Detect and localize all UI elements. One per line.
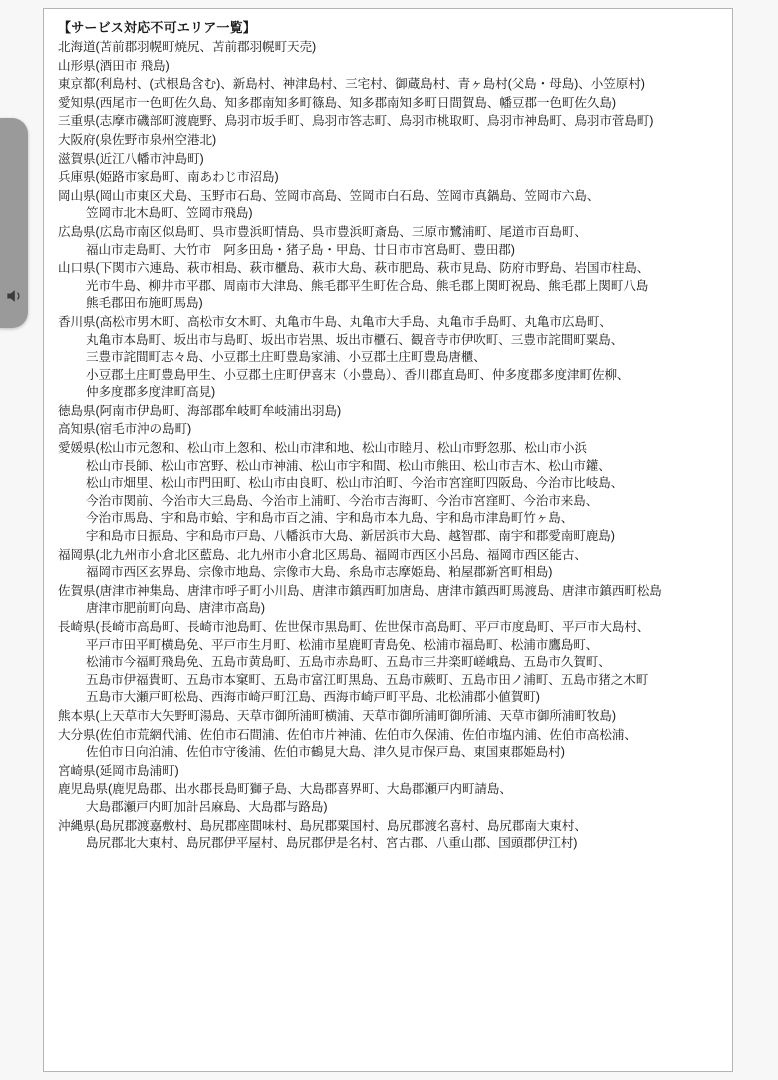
area-entry-prefecture: 大分県(佐伯市荒網代浦、佐伯市石間浦、佐伯市片神浦、佐伯市久保浦、佐伯市塩内浦、佐伯市高松浦、 <box>58 727 637 742</box>
area-entry-prefecture: 山口県(下関市六連島、萩市相島、萩市櫃島、萩市大島、萩市肥島、萩市見島、防府市野島、岩国市柱島、 <box>58 261 650 276</box>
area-list <box>58 41 720 850</box>
area-entry <box>58 134 720 147</box>
area-entry-prefecture: 岡山県(岡山市東区犬島、玉野市石島、笠岡市高島、笠岡市白石島、笠岡市真鍋島、笠岡市六島、 <box>58 188 600 203</box>
area-entry <box>58 153 720 166</box>
area-entry <box>58 585 720 615</box>
area-entry-prefecture: 沖縄県(島尻郡渡嘉敷村、島尻郡座間味村、島尻郡粟国村、島尻郡渡名喜村、島尻郡南大東村、 <box>58 818 587 833</box>
document-sheet <box>43 8 733 1072</box>
area-entry-continuation: 笠岡市北木島町、笠岡市飛島) <box>86 206 253 221</box>
area-entry-continuation: 丸亀市本島町、坂出市与島町、坂出市岩黒、坂出市櫃石、観音寺市伊吹町、三豊市詫間町粟島、 <box>86 332 624 347</box>
area-entry <box>58 190 720 220</box>
area-entry <box>58 442 720 543</box>
area-entry <box>58 783 720 813</box>
area-entry-prefecture: 兵庫県(姫路市家島町、南あわじ市沼島) <box>58 170 279 185</box>
area-entry-continuation: 光市牛島、柳井市平郡、周南市大津島、熊毛郡平生町佐合島、熊毛郡上関町祝島、熊毛郡上関町八島 <box>86 278 649 293</box>
area-entry <box>58 226 720 256</box>
area-entry <box>58 262 720 310</box>
area-entry-continuation: 小豆郡土庄町豊島甲生、小豆郡土庄町伊喜末（小豊島）、香川郡直島町、仲多度郡多度津町佐柳、 <box>86 367 630 382</box>
area-entry-prefecture: 東京都(利島村、(式根島含む)、新島村、神津島村、三宅村、御蔵島村、青ヶ島村(父島・母島)、小笠原村) <box>58 77 645 92</box>
area-entry-continuation: 今治市関前、今治市大三島島、今治市上浦町、今治市吉海町、今治市宮窪町、今治市来島、 <box>86 493 599 508</box>
area-entry-continuation: 松浦市今福町飛島免、五島市黄島町、五島市赤島町、五島市三井楽町嵯峨島、五島市久賀町、 <box>86 655 611 670</box>
area-entry-prefecture: 香川県(高松市男木町、高松市女木町、丸亀市牛島、丸亀市大手島、丸亀市手島町、丸亀市広島町、 <box>58 314 612 329</box>
area-entry <box>58 729 720 759</box>
area-entry-prefecture: 宮崎県(延岡市島浦町) <box>58 763 179 778</box>
area-entry-continuation: 五島市大瀬戸町松島、西海市崎戸町江島、西海市崎戸町平島、北松浦郡小値賀町) <box>86 690 540 705</box>
area-entry <box>58 423 720 436</box>
area-entry-prefecture: 鹿児島県(鹿児島郡、出水郡長島町獅子島、大島郡喜界町、大島郡瀬戸内町請島、 <box>58 782 512 797</box>
area-entry <box>58 765 720 778</box>
area-entry-continuation: 熊毛郡田布施町馬島) <box>86 296 203 311</box>
area-entry-continuation: 島尻郡北大東村、島尻郡伊平屋村、島尻郡伊是名村、宮古郡、八重山郡、国頭郡伊江村) <box>86 836 578 851</box>
area-entry-prefecture: 佐賀県(唐津市神集島、唐津市呼子町小川島、唐津市鎮西町加唐島、唐津市鎮西町馬渡島、唐津市鎮西町松島 <box>58 583 662 598</box>
area-entry-continuation: 平戸市田平町横島免、平戸市生月町、松浦市星鹿町青島免、松浦市福島町、松浦市鷹島町、 <box>86 637 599 652</box>
area-entry-prefecture: 高知県(宿毛市沖の島町) <box>58 422 192 437</box>
area-entry-prefecture: 長崎県(長崎市高島町、長崎市池島町、佐世保市黒島町、佐世保市高島町、平戸市度島町、平戸市大島村、 <box>58 620 650 634</box>
area-entry-continuation: 三豊市詫間町志々島、小豆郡土庄町豊島家浦、小豆郡土庄町豊島唐櫃、 <box>86 350 486 365</box>
area-entry-prefecture: 熊本県(上天草市大矢野町湯島、天草市御所浦町横浦、天草市御所浦町御所浦、天草市御所浦町牧島) <box>58 708 616 723</box>
document-content <box>44 9 732 862</box>
area-entry-continuation: 松山市長師、松山市宮野、松山市神浦、松山市宇和間、松山市熊田、松山市吉木、松山市鑵、 <box>86 458 611 473</box>
area-entry <box>58 60 720 73</box>
area-entry-prefecture: 大阪府(泉佐野市泉州空港北) <box>58 132 217 147</box>
area-entry-prefecture: 三重県(志摩市磯部町渡鹿野、鳥羽市坂手町、鳥羽市答志町、鳥羽市桃取町、鳥羽市神島町、鳥羽市菅島町) <box>58 114 654 129</box>
area-entry-continuation: 大島郡瀬戸内町加計呂麻島、大島郡与路島) <box>86 799 328 814</box>
area-entry-continuation: 五島市伊福貴町、五島市本窠町、五島市富江町黒島、五島市蕨町、五島市田ノ浦町、五島市猪之木町 <box>86 672 649 687</box>
speaker-icon <box>4 286 24 306</box>
area-entry-continuation: 宇和島市日振島、宇和島市戸島、八幡浜市大島、新居浜市大島、越智郡、南宇和郡愛南町鹿島) <box>86 529 615 544</box>
area-entry <box>58 820 720 850</box>
area-entry-prefecture: 広島県(広島市南区似島町、呉市豊浜町情島、呉市豊浜町斎島、三原市鷺浦町、尾道市百島町、 <box>58 224 587 239</box>
area-entry <box>58 41 720 54</box>
area-entry <box>58 171 720 184</box>
left-edge-overlay-panel[interactable] <box>0 118 28 328</box>
area-entry-continuation: 佐伯市日向泊浦、佐伯市守後浦、佐伯市鶴見大島、津久見市保戸島、東国東郡姫島村) <box>86 745 565 760</box>
area-entry-prefecture: 山形県(酒田市 飛島) <box>58 58 170 73</box>
area-entry-continuation: 仲多度郡多度津町高見) <box>86 385 216 400</box>
area-entry-prefecture: 愛知県(西尾市一色町佐久島、知多郡南知多町篠島、知多郡南知多町日間賀島、幡豆郡一色町佐久島) <box>58 95 616 110</box>
area-entry <box>58 115 720 128</box>
area-entry-continuation: 福山市走島町、大竹市 阿多田島・猪子島・甲島、廿日市市宮島町、豊田郡) <box>86 242 515 257</box>
area-entry <box>58 710 720 723</box>
area-entry <box>58 78 720 91</box>
area-entry <box>58 97 720 110</box>
area-entry-continuation: 松山市畑里、松山市門田町、松山市由良町、松山市泊町、今治市宮窪町四阪島、今治市比岐島、 <box>86 476 624 491</box>
page-title: 【サービス対応不可エリア一覧】 <box>58 20 257 35</box>
area-entry-prefecture: 徳島県(阿南市伊島町、海部郡牟岐町牟岐浦出羽島) <box>58 403 342 418</box>
area-entry <box>58 405 720 418</box>
area-entry-continuation: 福岡市西区玄界島、宗像市地島、宗像市大島、糸島市志摩姫島、粕屋郡新宮町相島) <box>86 565 553 580</box>
area-entry <box>58 549 720 579</box>
area-entry-prefecture: 北海道(苫前郡羽幌町焼尻、苫前郡羽幌町天売) <box>58 40 317 54</box>
area-entry-prefecture: 愛媛県(松山市元怱和、松山市上怱和、松山市津和地、松山市睦月、松山市野忽那、松山市小浜 <box>58 441 587 456</box>
area-entry-prefecture: 滋賀県(近江八幡市沖島町) <box>58 151 204 166</box>
area-entry-continuation: 唐津市肥前町向島、唐津市高島) <box>86 601 266 616</box>
area-entry-continuation: 今治市馬島、宇和島市蛤、宇和島市百之浦、宇和島市本九島、宇和島市津島町竹ヶ島、 <box>86 511 574 526</box>
area-entry <box>58 621 720 704</box>
area-entry <box>58 316 720 399</box>
area-entry-prefecture: 福岡県(北九州市小倉北区藍島、北九州市小倉北区馬島、福岡市西区小呂島、福岡市西区能古、 <box>58 547 587 562</box>
